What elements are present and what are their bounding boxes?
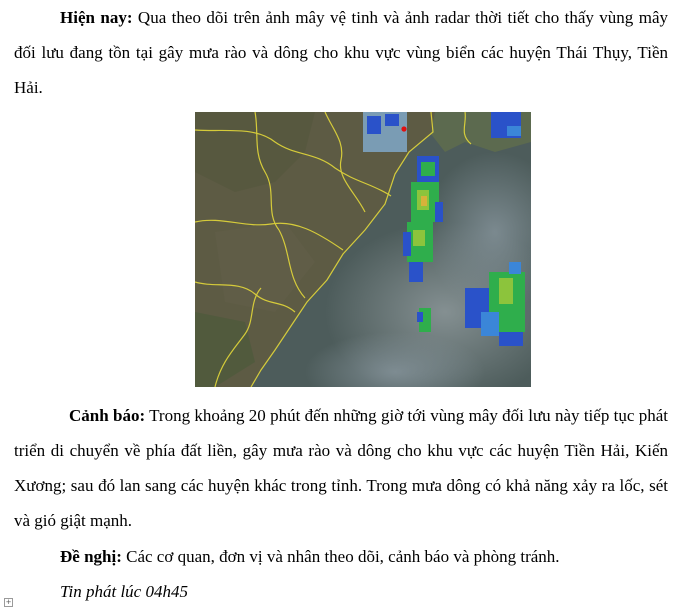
satellite-radar-image (195, 112, 531, 387)
location-marker (401, 126, 406, 131)
move-handle-icon[interactable]: + (5, 598, 12, 606)
label-recommend: Đề nghị: (60, 547, 122, 566)
paragraph-recommendation (14, 539, 668, 574)
label-current: Hiện nay: (60, 8, 133, 27)
paragraph-warning (14, 398, 668, 538)
text-warning: Trong khoảng 20 phút đến những giờ tới vùng mây đối lưu này tiếp tục phát triển di chuyển về phía đất liền, gây mưa rào và dông cho khu vực các huyện Tiền Hải, Kiến Xương; sau đó lan sang các huyện khác trong tỉnh. Trong mưa dông có khả năng xảy ra lốc, sét và gió giật mạnh. (14, 406, 668, 530)
text-recommend: Các cơ quan, đơn vị và nhân theo dõi, cảnh báo và phòng tránh. (121, 547, 560, 566)
paragraph-current-situation (14, 0, 668, 105)
label-warning: Cảnh báo: (69, 406, 146, 425)
issued-time: Tin phát lúc 04h45 (60, 582, 188, 601)
text-current: Qua theo dõi trên ảnh mây vệ tinh và ảnh radar thời tiết cho thấy vùng mây đối lưu đang tồn tại gây mưa rào và dông cho khu vực vùng biển các huyện Thái Thụy, Tiền Hải. (14, 8, 669, 97)
